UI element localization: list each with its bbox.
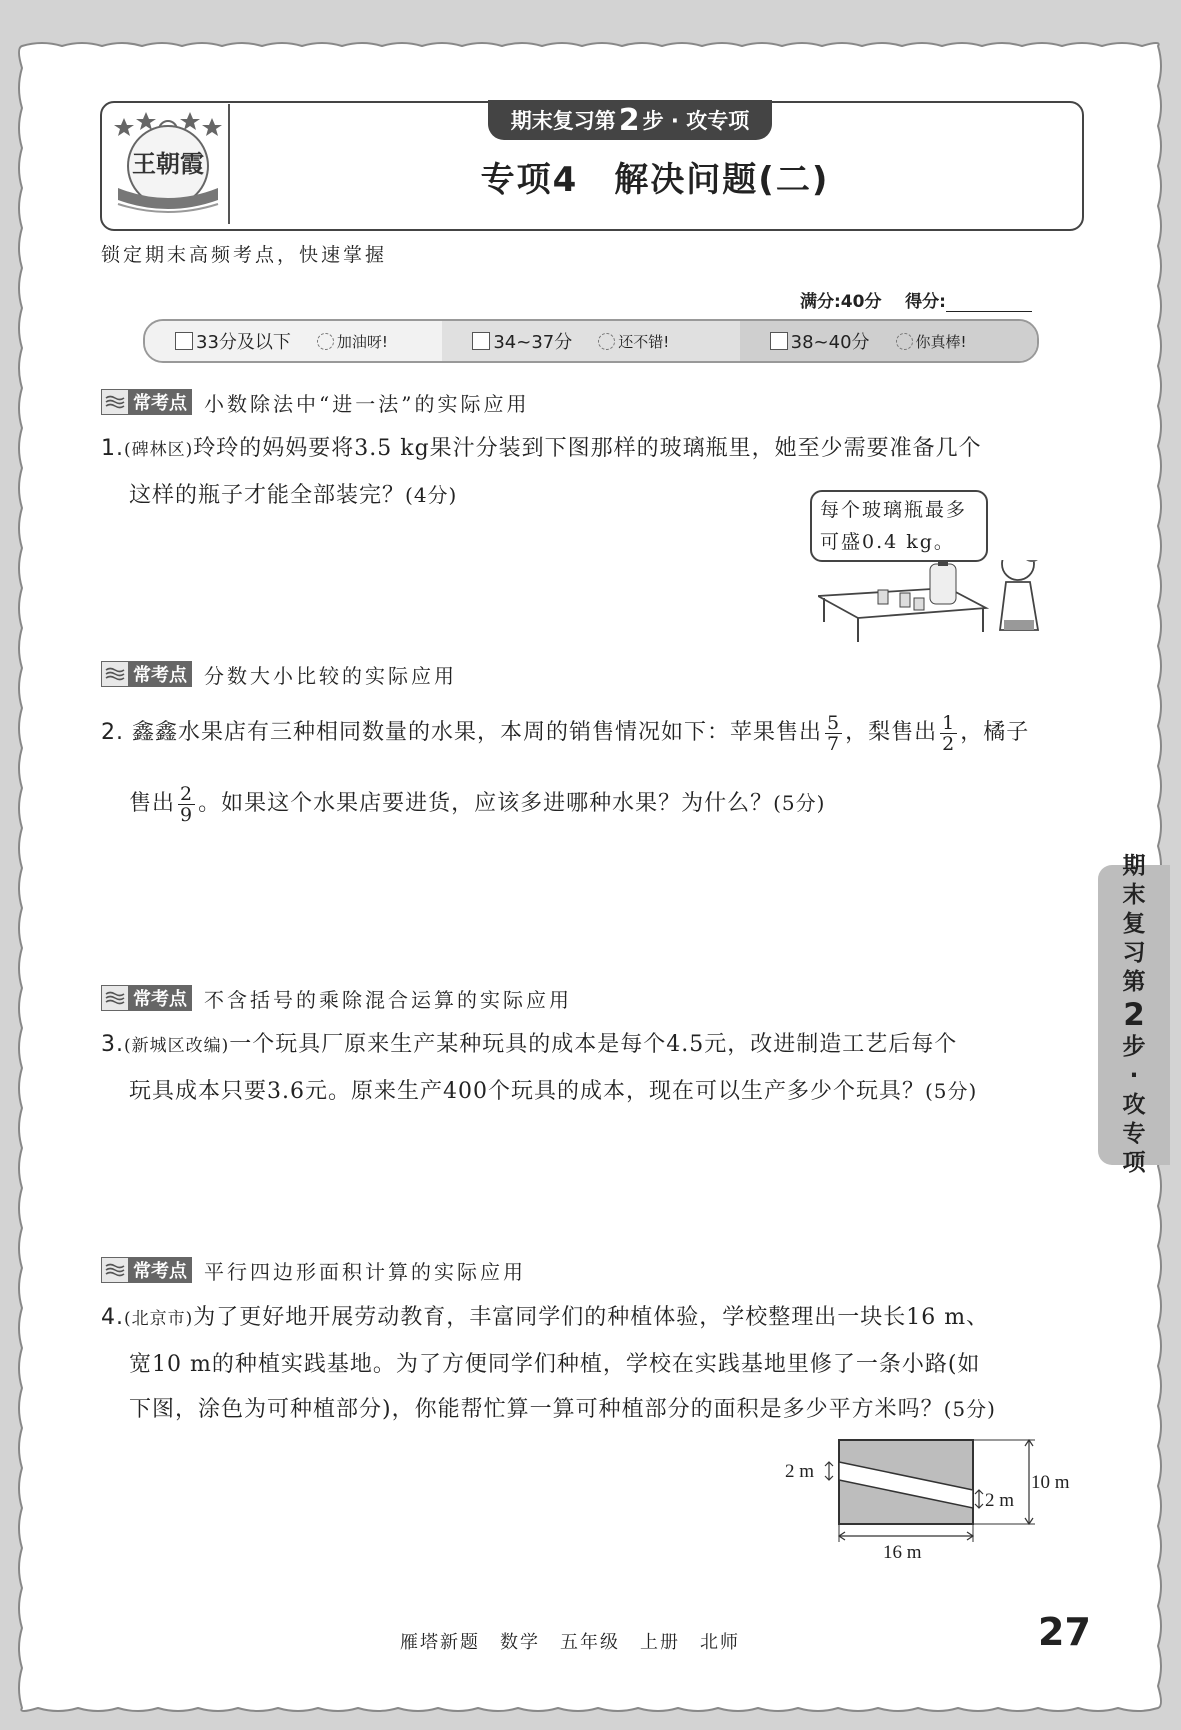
step-banner (488, 100, 772, 140)
question-3 (101, 1022, 1091, 1114)
got-score-label: 得分: (905, 292, 946, 312)
question-points: (4分) (405, 483, 458, 507)
section-head (101, 660, 457, 688)
planting-field-figure (775, 1430, 1075, 1560)
side-tab-char: 专 (1122, 1121, 1146, 1147)
question-points: (5分) (773, 791, 826, 815)
question-line (101, 1022, 1091, 1069)
rating-cheer: 你真棒! (915, 332, 967, 351)
step-banner-prefix: 期末复习第 (510, 109, 616, 133)
rating-checkbox[interactable] (770, 332, 788, 350)
section-title: 不含括号的乘除混合运算的实际应用 (204, 987, 572, 1012)
question-text: ，橘子 (960, 720, 1030, 745)
figure-label-width: 16 m (883, 1542, 922, 1560)
footer-text: 雁塔新题 数学 五年级 上册 北师 (400, 1632, 740, 1653)
rating-checkbox[interactable] (175, 332, 193, 350)
section-head (101, 388, 529, 416)
question-line (101, 1387, 1091, 1432)
question-source: (北京市) (124, 1309, 194, 1329)
full-score-label: 满分:40分 (800, 292, 882, 312)
section-title: 小数除法中“进一法”的实际应用 (204, 391, 530, 416)
question-text: 为了更好地开展劳动教育，丰富同学们的种植体验，学校整理出一块长16 m、 (193, 1305, 990, 1330)
tag (101, 1257, 192, 1283)
page-number: 27 (1038, 1610, 1091, 1654)
fraction (178, 784, 195, 825)
question-text: 鑫鑫水果店有三种相同数量的水果，本周的销售情况如下：苹果售出 (132, 720, 823, 745)
rating-cheer: 还不错! (618, 332, 670, 351)
rating-segment (442, 321, 739, 361)
waves-icon (101, 389, 129, 415)
question-source: (新城区改编) (124, 1036, 230, 1056)
speech-bubble (810, 490, 988, 562)
question-number: 2. (101, 720, 124, 745)
side-tab-char: 攻 (1122, 1092, 1146, 1118)
question-4 (101, 1295, 1091, 1432)
rating-segment (145, 321, 442, 361)
fraction (940, 713, 957, 754)
rating-cheer: 加油呀! (336, 332, 388, 351)
question-points: (5分) (924, 1079, 978, 1103)
question-text: 宽10 m的种植实践基地。为了方便同学们种植，学校在实践基地里修了一条小路(如 (129, 1352, 981, 1377)
question-text: 玩具成本只要3.6元。原来生产400个玩具的成本，现在可以生产多少个玩具？ (129, 1079, 925, 1104)
rating-checkbox[interactable] (472, 332, 490, 350)
question-line (101, 1342, 1091, 1387)
rating-bar (143, 319, 1039, 363)
page-title: 专项4 解决问题(二) (480, 160, 830, 200)
tag-label: 常考点 (133, 393, 187, 414)
side-tab-char: 第 (1122, 969, 1146, 995)
question-text: ，梨售出 (845, 720, 938, 745)
section-head (101, 1256, 526, 1284)
bubble-text: 每个玻璃瓶最多 (820, 499, 968, 521)
section-head (101, 984, 572, 1012)
denominator: 2 (942, 732, 956, 755)
face-icon (598, 333, 615, 350)
rating-range: 38~40分 (790, 332, 870, 353)
question-source: (碑林区) (124, 440, 194, 460)
question-points: (5分) (943, 1397, 996, 1421)
side-tab-char: 末 (1122, 882, 1146, 908)
side-tab-char: 习 (1122, 940, 1146, 966)
score-blank[interactable] (946, 295, 1032, 312)
face-icon (317, 333, 334, 350)
side-tab (1098, 853, 1170, 1176)
question-line (101, 1295, 1091, 1342)
figure-label-left: 2 m (785, 1461, 815, 1482)
score-line (800, 287, 1032, 312)
tag-label: 常考点 (133, 1261, 187, 1282)
side-tab-char: 期 (1122, 853, 1146, 879)
tag (101, 389, 192, 415)
tag-label: 常考点 (133, 989, 187, 1010)
question-text: 玲玲的妈妈要将3.5 kg果汁分装到下图那样的玻璃瓶里，她至少需要准备几个 (193, 436, 982, 461)
question-text: 售出 (129, 791, 176, 816)
tag-label: 常考点 (133, 665, 187, 686)
waves-icon (101, 1257, 129, 1283)
side-tab-char: 步 (1122, 1034, 1146, 1060)
question-2 (101, 710, 1091, 827)
question-text: 。如果这个水果店要进货，应该多进哪种水果？为什么？ (198, 791, 774, 816)
section-title: 平行四边形面积计算的实际应用 (204, 1259, 526, 1284)
waves-icon (101, 661, 129, 687)
figure-label-height: 10 m (1031, 1472, 1070, 1493)
tag (101, 661, 192, 687)
numerator: 2 (180, 782, 194, 805)
side-tab-char: 项 (1122, 1150, 1146, 1176)
question-line (101, 1069, 1091, 1114)
step-banner-suffix: 步 · 攻专项 (642, 109, 750, 133)
question-line (101, 780, 1091, 827)
side-tab-char: 2 (1123, 997, 1145, 1033)
side-tab-char: 复 (1122, 911, 1146, 937)
question-text: 下图，涂色为可种植部分)，你能帮忙算一算可种植部分的面积是多少平方米吗？ (129, 1397, 944, 1422)
rating-range: 34~37分 (493, 332, 573, 353)
tagline: 锁定期末高频考点，快速掌握 (101, 244, 388, 266)
question-line (101, 426, 1091, 473)
question-text: 这样的瓶子才能全部装完？ (129, 483, 406, 508)
question-number: 3. (101, 1032, 124, 1057)
question-text: 一个玩具厂原来生产某种玩具的成本是每个4.5元，改进制造工艺后每个 (229, 1032, 958, 1057)
bubble-text: 可盛0.4 kg。 (820, 531, 955, 553)
numerator: 1 (942, 711, 956, 734)
question-number: 4. (101, 1305, 124, 1330)
table-bottles-girl-illustration (818, 560, 1058, 650)
logo-text: 王朝霞 (132, 149, 204, 178)
figure-label-right: 2 m (985, 1490, 1015, 1511)
denominator: 9 (180, 803, 194, 826)
section-title: 分数大小比较的实际应用 (204, 663, 457, 688)
question-line (101, 710, 1091, 756)
question-number: 1. (101, 436, 124, 461)
denominator: 7 (827, 732, 841, 755)
step-banner-number: 2 (618, 102, 640, 138)
fraction (825, 713, 842, 754)
waves-icon (101, 985, 129, 1011)
logo (110, 108, 226, 220)
tag (101, 985, 192, 1011)
rating-segment (740, 321, 1037, 361)
face-icon (896, 333, 913, 350)
numerator: 5 (827, 711, 841, 734)
rating-range: 33分及以下 (196, 332, 291, 353)
side-tab-char: · (1129, 1063, 1139, 1089)
